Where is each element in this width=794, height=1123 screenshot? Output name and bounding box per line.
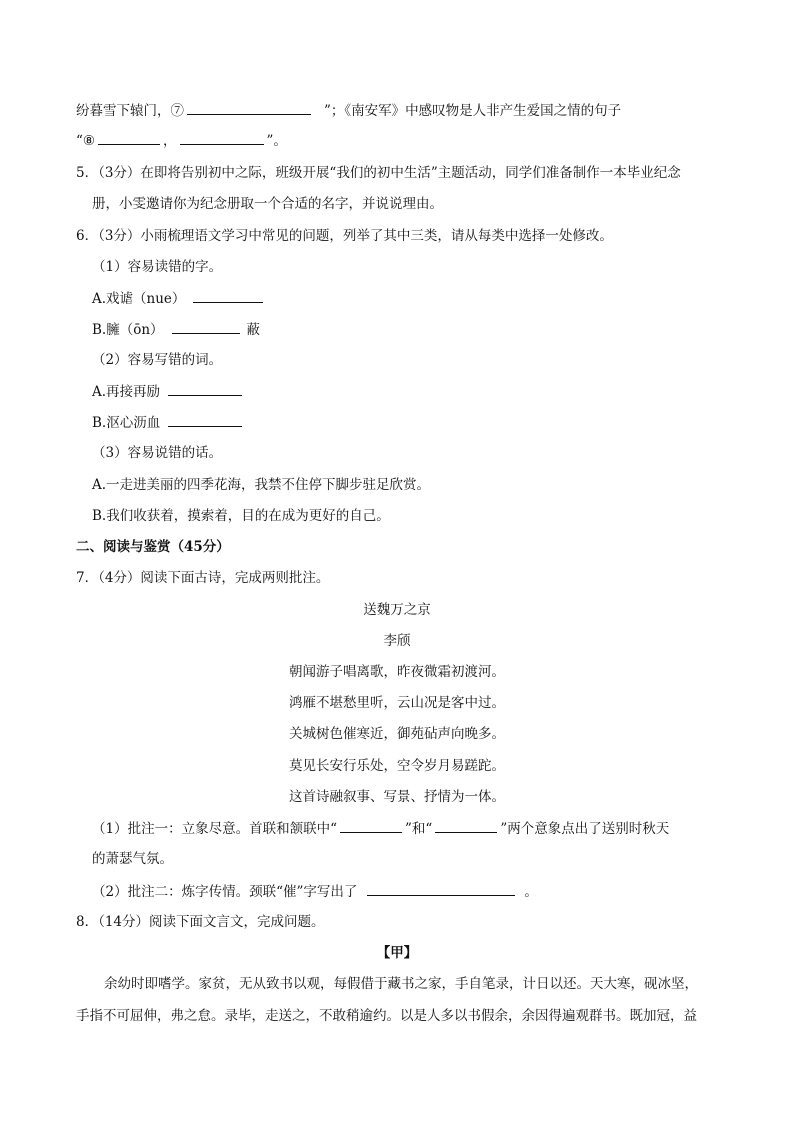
q4-line2-text-b: ， [163,133,177,149]
answer-blank-6-1b[interactable] [172,319,240,334]
q4-line2 [76,130,287,151]
poem-author: 李颀 [383,633,411,649]
q4-line1-text-a: 纷暮雪下辕门，⑦ [76,103,184,119]
answer-blank-6-2b[interactable] [168,412,242,427]
passage-line2: 手指不可屈伸，弗之怠。录毕，走送之，不敢稍逾约。以是人多以书假余，余因得遍观群书。既加冠，益 [76,1008,697,1024]
poem-title: 送魏万之京 [363,602,431,618]
poem-line: 莫见长安行乐处，空令岁月易蹉跎。 [289,758,505,774]
poem-line: 朝闻游子唱离歌，昨夜微霜初渡河。 [289,664,505,680]
section2-heading: 二、阅读与鉴赏（45分） [76,539,230,555]
answer-blank-8b[interactable] [180,130,264,145]
q7-note2 [92,881,538,902]
q4-line2-text-a: “⑧ [76,133,96,149]
q5-stem-line2: 册，小雯邀请你为纪念册取一个合适的名字，并说说理由。 [92,196,443,212]
q6-sub2-item-a-text: A.再接再励 [92,384,161,400]
q6-sub2-item-b [92,412,245,433]
q8-stem: 8．（14分）阅读下面文言文，完成问题。 [76,914,325,930]
q7-note1-text-b: ”和“ [405,821,433,837]
q6-sub1-item-a [92,288,266,309]
q7-note1 [92,818,669,839]
answer-blank-7-2[interactable] [367,881,515,896]
poem-summary: 这首诗融叙事、写景、抒情为一体。 [289,789,505,805]
q7-note1-text-c: ”两个意象点出了送别时秋天 [500,821,670,837]
q6-sub3-item-b: B.我们收获着，摸索着，目的在成为更好的自己。 [92,508,390,524]
q6-sub3-item-a: A.一走进美丽的四季花海，我禁不住停下脚步驻足欣赏。 [92,477,431,493]
q5-stem-line1: 5．（3分）在即将告别初中之际，班级开展“我们的初中生活”主题活动，同学们准备制作一本毕业纪念 [76,165,681,181]
q6-sub3-heading: （3）容易说错的话。 [92,445,223,461]
passage-label: 【甲】 [376,945,418,961]
answer-blank-7-1a[interactable] [340,818,402,833]
q6-sub1-item-a-text: A.戏谑（nue） [92,291,186,307]
q7-note1-text-a: （1）批注一：立象尽意。首联和颔联中“ [92,821,337,837]
q6-sub2-item-b-text: B.沤心沥血 [92,415,161,431]
q7-note1-line2: 的萧瑟气氛。 [92,851,173,867]
q7-stem: 7．（4分）阅读下面古诗，完成两则批注。 [76,570,330,586]
q7-note2-text-b: 。 [524,884,538,900]
q6-sub2-heading: （2）容易写错的词。 [92,352,223,368]
poem-line: 鸿雁不堪愁里听，云山况是客中过。 [289,695,505,711]
q4-line1 [76,100,718,121]
answer-blank-6-2a[interactable] [168,381,242,396]
passage-line1: 余幼时即嗜学。家贫，无从致书以观，每假借于藏书之家，手自笔录，计日以还。天大寒，砚冰坚， [104,976,698,992]
q6-stem: 6．（3分）小雨梳理语文学习中常见的问题，列举了其中三类，请从每类中选择一处修改。 [76,228,613,244]
answer-blank-8a[interactable] [98,130,160,145]
q7-note2-text-a: （2）批注二：炼字传情。颈联“催”字写出了 [92,884,358,900]
answer-blank-7[interactable] [187,100,311,115]
q6-sub1-heading: （1）容易读错的字。 [92,259,223,275]
answer-blank-7-1b[interactable] [435,818,497,833]
poem-line: 关城树色催寒近，御苑砧声向晚多。 [289,726,505,742]
q6-sub2-item-a [92,381,245,402]
answer-blank-6-1a[interactable] [193,288,263,303]
q6-sub1-item-b-text: B.臃（ōn） [92,322,164,338]
q6-sub1-item-b [92,319,260,340]
q6-sub1-item-b-suffix: 蔽 [246,322,261,338]
q4-line1-text-b: ”；《南安军》中感叹物是人非产生爱国之情的句子 [324,103,622,119]
q4-line2-text-c: ”。 [266,133,287,149]
